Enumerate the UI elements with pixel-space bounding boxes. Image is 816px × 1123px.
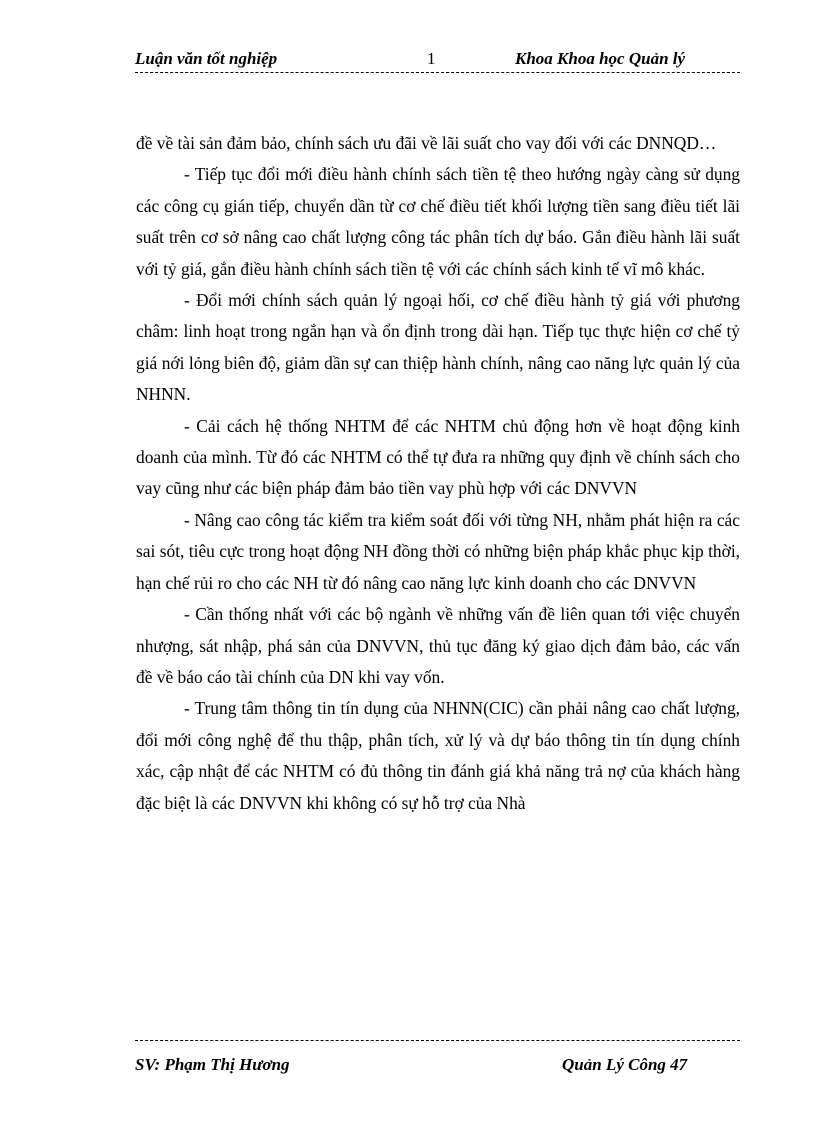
header-faculty: Khoa Khoa học Quản lý xyxy=(515,49,686,68)
paragraph-monetary-policy: - Tiếp tục đổi mới điều hành chính sách tiền tệ theo hướng ngày càng sử dụng các công cụ gián tiếp, chuyển dần từ cơ chế điều tiết khối lượng tiền sang điều tiết lãi suất trên cơ sở nâng cao chất lượng công tác phân tích dự báo. Gắn điều hành lãi suất với tỷ giá, gắn điều hành chính sách tiền tệ với các chính sách kinh tế vĩ mô khác. xyxy=(136,164,740,279)
paragraph-continued: đề về tài sản đảm bảo, chính sách ưu đãi về lãi suất cho vay đối với các DNNQD… xyxy=(136,133,717,153)
header-thesis-title: Luận văn tốt nghiệp xyxy=(135,49,278,68)
footer-class: Quản Lý Công 47 xyxy=(562,1055,688,1074)
footer-student: SV: Phạm Thị Hương xyxy=(135,1055,290,1074)
page-footer xyxy=(135,1040,740,1081)
paragraph-cic: - Trung tâm thông tin tín dụng của NHNN(CIC) cần phải nâng cao chất lượng, đổi mới công nghệ để thu thập, phân tích, xử lý và dự báo thông tin tín dụng chính xác, cập nhật để các NHTM có đủ thông tin đánh giá khả năng trả nợ của khách hàng đặc biệt là các DNVVN khi không có sự hỗ trợ của Nhà xyxy=(136,698,740,813)
page-header xyxy=(135,46,740,73)
page-number: 1 xyxy=(427,49,436,68)
paragraph-foreign-exchange: - Đổi mới chính sách quản lý ngoại hối, cơ chế điều hành tỷ giá với phương châm: linh hoạt trong ngắn hạn và ổn định trong dài hạn. Tiếp tục thực hiện cơ chế tỷ giá nới lỏng biên độ, giảm dần sự can thiệp hành chính, nâng cao năng lực quản lý của NHNN. xyxy=(136,290,740,405)
paragraph-banking-reform: - Cải cách hệ thống NHTM để các NHTM chủ động hơn về hoạt động kinh doanh của mình. Từ đó các NHTM có thể tự đưa ra những quy định về chính sách cho vay cũng như các biện pháp đảm bảo tiền vay phù hợp với các DNVVN xyxy=(136,415,740,499)
paragraph-ministries: - Cần thống nhất với các bộ ngành về những vấn đề liên quan tới việc chuyển nhượng, sát nhập, phá sản của DNVVN, thủ tục đăng ký giao dịch đảm bảo, các vấn đề về báo cáo tài chính của DN khi vay vốn. xyxy=(136,604,740,687)
paragraph-inspection: - Nâng cao công tác kiểm tra kiểm soát đối với từng NH, nhằm phát hiện ra các sai sót, tiêu cực trong hoạt động NH đồng thời có những biện pháp khắc phục kịp thời, hạn chế rủi ro cho các NH từ đó nâng cao năng lực kinh doanh cho các DNVVN xyxy=(136,509,740,593)
document-body xyxy=(136,128,740,819)
